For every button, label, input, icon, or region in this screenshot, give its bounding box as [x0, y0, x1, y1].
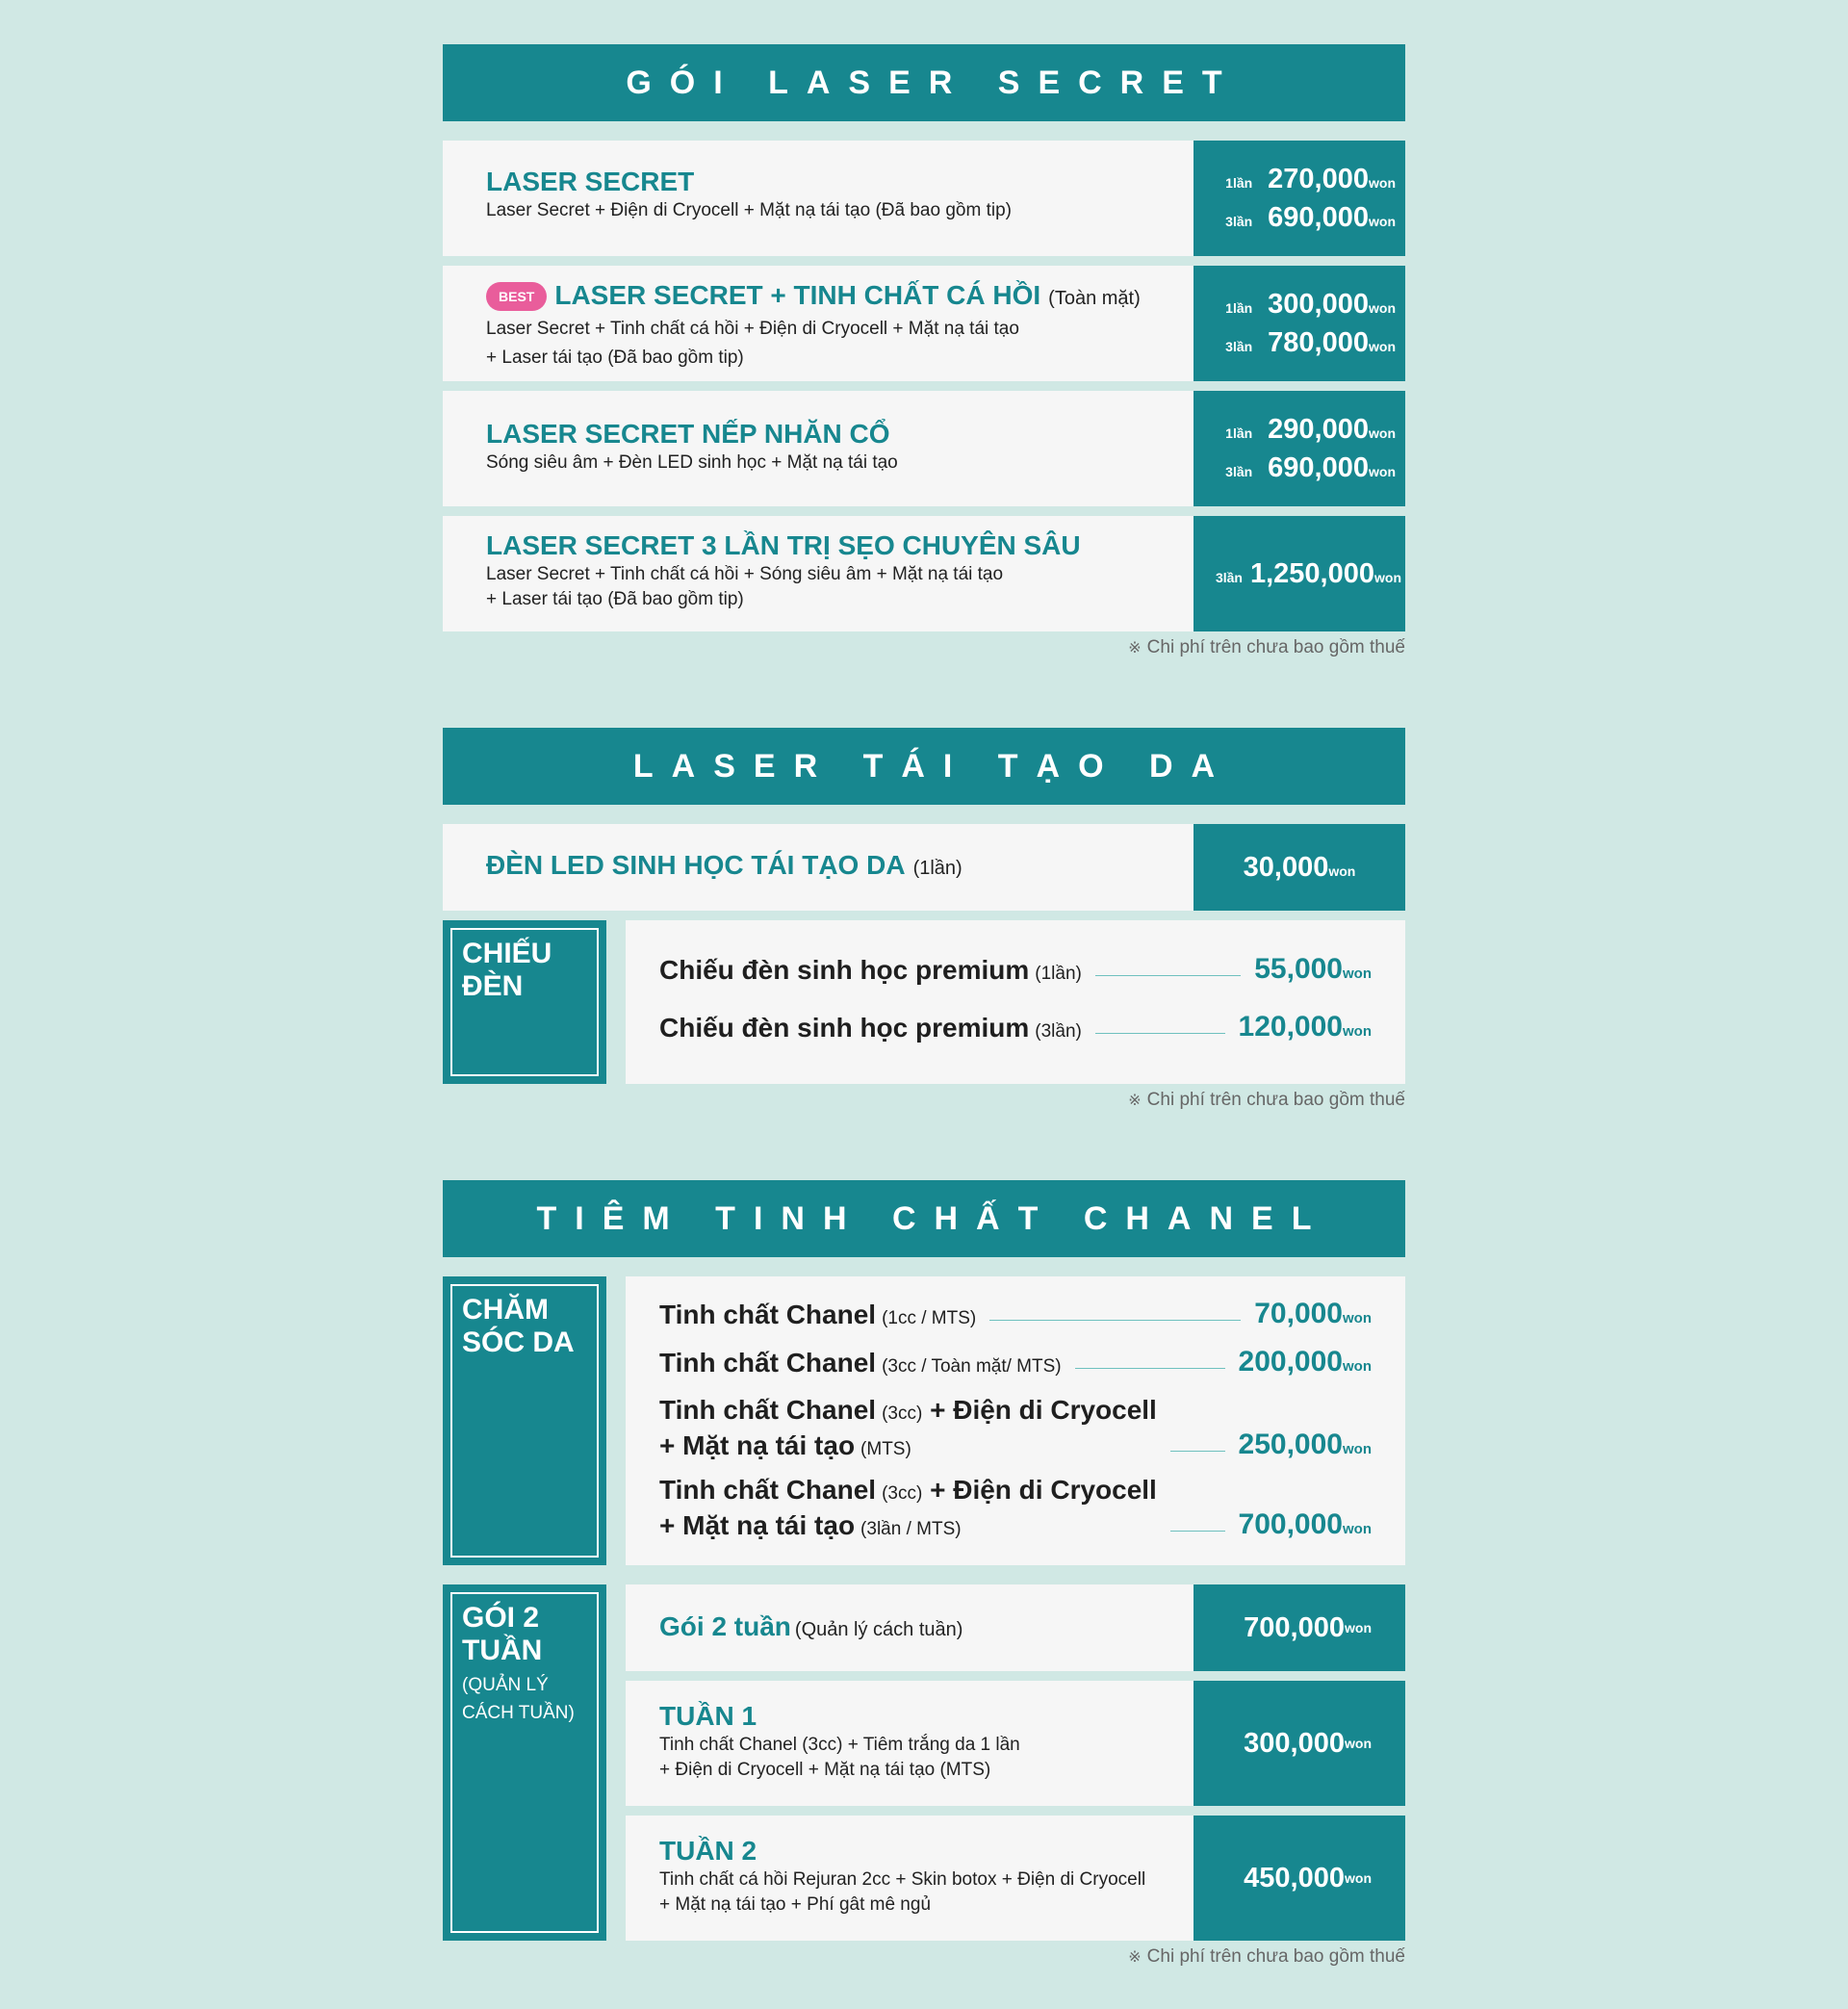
price-line	[1244, 848, 1356, 887]
price-item	[659, 953, 1372, 990]
package-detail: Sóng siêu âm + Đèn LED sinh học + Mặt nạ tái tạo	[486, 452, 898, 473]
item-label-line	[659, 954, 1082, 990]
price-unit: won	[1369, 214, 1396, 229]
package-description	[626, 1816, 1194, 1941]
package-detail: + Laser tái tạo (Đã bao gồm tip)	[486, 589, 744, 609]
item-label: + Điện di Cryocell	[930, 1395, 1157, 1425]
side-label-frame	[450, 1592, 599, 1933]
package-price	[1194, 1681, 1405, 1806]
side-label-frame	[450, 928, 599, 1076]
reference-mark-icon: ※	[1128, 1093, 1142, 1109]
price-amount: 290,000	[1268, 414, 1369, 445]
price-amount: 120,000	[1238, 1011, 1343, 1043]
side-label-skin-care	[443, 1276, 606, 1565]
price-unit: won	[1343, 1521, 1372, 1537]
price-item	[659, 1011, 1372, 1047]
item-label: + Mặt nạ tái tạo	[659, 1510, 856, 1540]
tax-note-text: Chi phí trên chưa bao gồm thuế	[1146, 1090, 1405, 1110]
item-price	[1254, 1298, 1372, 1334]
side-label-line: GÓI 2	[462, 1602, 540, 1634]
package-title: LASER SECRET + TINH CHẤT CÁ HỒI	[554, 280, 1041, 310]
item-label-block	[659, 1474, 1157, 1545]
price-amount: 450,000	[1244, 1862, 1345, 1893]
item-note: (1lần)	[1035, 964, 1082, 984]
price-unit: won	[1343, 966, 1372, 982]
price-unit: won	[1369, 300, 1396, 316]
package-row-laser-secret	[443, 141, 1405, 256]
price-amount: 200,000	[1238, 1346, 1343, 1378]
tax-note-text: Chi phí trên chưa bao gồm thuế	[1146, 637, 1405, 657]
package-title: ĐÈN LED SINH HỌC TÁI TẠO DA	[486, 850, 906, 880]
package-row-scar-treatment	[443, 516, 1405, 631]
price-line	[1225, 160, 1396, 198]
package-price	[1194, 141, 1405, 256]
price-amount: 700,000	[1244, 1611, 1345, 1643]
price-amount: 30,000	[1243, 852, 1329, 883]
session-count: 1lần	[1225, 300, 1253, 316]
leader-line	[1170, 1451, 1225, 1452]
price-item	[659, 1298, 1372, 1334]
package-price	[1194, 824, 1405, 911]
price-line	[1225, 285, 1396, 323]
best-badge: BEST	[486, 282, 547, 311]
package-description	[443, 824, 1194, 911]
item-label: Tinh chất Chanel	[659, 1475, 877, 1505]
price-amount: 250,000	[1238, 1429, 1343, 1460]
side-label-subtext	[462, 1671, 587, 1727]
item-label: Tinh chất Chanel	[659, 1395, 877, 1425]
price-item	[659, 1474, 1372, 1545]
price-line	[1225, 198, 1396, 237]
leader-line	[1170, 1531, 1225, 1532]
side-label-chieu-den	[443, 920, 606, 1084]
package-description	[443, 391, 1194, 506]
reference-mark-icon: ※	[1128, 640, 1142, 657]
item-label: + Mặt nạ tái tạo	[659, 1430, 856, 1460]
package-row-two-weeks	[626, 1584, 1405, 1671]
side-label-line: CHĂM	[462, 1294, 549, 1326]
package-detail: + Điện di Cryocell + Mặt nạ tái tạo (MTS)	[659, 1760, 991, 1780]
tax-note	[828, 1946, 1405, 1968]
side-label-line: CHIẾU	[462, 938, 552, 969]
price-unit: won	[1343, 1023, 1372, 1040]
package-price	[1194, 391, 1405, 506]
package-description	[626, 1681, 1194, 1806]
package-title: TUẦN 1	[659, 1701, 757, 1731]
price-amount: 300,000	[1268, 289, 1369, 320]
package-title-note: (Quản lý cách tuần)	[794, 1618, 963, 1640]
package-title-line	[486, 279, 1194, 315]
item-note: (3lần / MTS)	[860, 1519, 962, 1539]
item-note: (3cc / Toàn mặt/ MTS)	[882, 1356, 1062, 1377]
package-price	[1194, 1816, 1405, 1941]
price-amount: 690,000	[1268, 452, 1369, 483]
item-label-block	[659, 1394, 1157, 1465]
leader-line	[989, 1320, 1241, 1321]
price-unit: won	[1328, 863, 1356, 879]
price-item	[659, 1394, 1372, 1465]
package-price	[1194, 516, 1405, 631]
price-amount: 300,000	[1244, 1727, 1345, 1759]
package-row-laser-secret-salmon	[443, 266, 1405, 381]
side-label-two-week-package	[443, 1584, 606, 1941]
led-row	[443, 824, 1405, 911]
price-amount: 70,000	[1254, 1298, 1343, 1329]
chanel-panel	[626, 1276, 1405, 1565]
package-description	[626, 1584, 1194, 1671]
item-label: Tinh chất Chanel	[659, 1348, 877, 1378]
section-title: LASER TÁI TẠO DA	[632, 747, 1234, 785]
session-count: 3lần	[1225, 464, 1253, 479]
reference-mark-icon: ※	[1128, 1949, 1142, 1966]
package-detail: Laser Secret + Tinh chất cá hồi + Điện di Cryocell + Mặt nạ tái tạo	[486, 319, 1019, 339]
package-title: LASER SECRET	[486, 167, 695, 196]
item-label-line	[659, 1347, 1062, 1382]
side-label-line: TUẦN	[462, 1635, 543, 1666]
item-price	[1239, 1011, 1372, 1047]
package-title-line	[659, 1610, 962, 1646]
side-label-frame	[450, 1284, 599, 1558]
price-amount: 270,000	[1268, 164, 1369, 194]
package-detail: Tinh chất Chanel (3cc) + Tiêm trắng da 1 lần	[659, 1735, 1020, 1755]
leader-line	[1095, 975, 1241, 976]
package-detail: + Laser tái tạo (Đã bao gồm tip)	[486, 348, 744, 368]
price-amount: 700,000	[1238, 1508, 1343, 1540]
price-unit: won	[1343, 1310, 1372, 1326]
section-header-laser-tai-tao	[443, 728, 1405, 805]
item-note: (1cc / MTS)	[882, 1308, 977, 1328]
item-note: (3lần)	[1035, 1021, 1082, 1042]
package-row-neck-wrinkle	[443, 391, 1405, 506]
section-title: GÓI LASER SECRET	[626, 64, 1241, 101]
package-detail: Tinh chất cá hồi Rejuran 2cc + Skin botox + Điện di Cryocell	[659, 1869, 1146, 1890]
package-description	[443, 266, 1194, 381]
item-label: + Điện di Cryocell	[930, 1475, 1157, 1505]
item-label: Tinh chất Chanel	[659, 1300, 877, 1329]
price-unit: won	[1369, 175, 1396, 191]
price-unit: won	[1345, 1736, 1372, 1751]
package-detail: Laser Secret + Tinh chất cá hồi + Sóng siêu âm + Mặt nạ tái tạo	[486, 564, 1004, 584]
package-title: LASER SECRET 3 LẦN TRỊ SẸO CHUYÊN SÂU	[486, 530, 1081, 560]
tax-note	[828, 637, 1405, 658]
tax-note-text: Chi phí trên chưa bao gồm thuế	[1146, 1946, 1405, 1967]
price-unit: won	[1374, 570, 1401, 585]
package-row-week-1	[626, 1681, 1405, 1806]
price-unit: won	[1345, 1870, 1372, 1886]
item-label-line	[659, 1299, 976, 1334]
price-unit: won	[1343, 1441, 1372, 1457]
session-count: 3lần	[1215, 570, 1243, 585]
package-price	[1194, 266, 1405, 381]
side-label-line: ĐÈN	[462, 970, 524, 1002]
item-note: (3cc)	[882, 1404, 923, 1424]
light-therapy-panel	[626, 920, 1405, 1084]
item-note: (3cc)	[882, 1483, 923, 1504]
section-title: TIÊM TINH CHẤT CHANEL	[536, 1199, 1330, 1237]
item-price	[1254, 953, 1372, 990]
price-amount: 690,000	[1268, 202, 1369, 233]
leader-line	[1075, 1368, 1225, 1369]
item-label: Chiếu đèn sinh học premium	[659, 955, 1030, 985]
package-title-line	[486, 849, 1194, 885]
side-label-line: CÁCH TUẦN)	[462, 1703, 575, 1723]
side-label-line: (QUẢN LÝ	[462, 1675, 549, 1695]
price-line	[1225, 449, 1396, 487]
package-detail: + Mặt nạ tái tạo + Phí gât mê ngủ	[659, 1894, 932, 1915]
price-line	[1225, 323, 1396, 362]
item-label: Chiếu đèn sinh học premium	[659, 1013, 1030, 1043]
package-title: LASER SECRET NẾP NHĂN CỔ	[486, 419, 890, 449]
section-header-chanel	[443, 1180, 1405, 1257]
package-description	[443, 516, 1194, 631]
item-price	[1239, 1346, 1372, 1382]
item-label-line	[659, 1012, 1082, 1047]
session-count: 3lần	[1225, 214, 1253, 229]
item-price	[1239, 1429, 1372, 1465]
item-note: (MTS)	[860, 1439, 911, 1459]
price-unit: won	[1345, 1620, 1372, 1636]
tax-note	[828, 1090, 1405, 1111]
package-title: Gói 2 tuần	[659, 1610, 791, 1641]
price-item	[659, 1346, 1372, 1382]
session-count: 1lần	[1225, 175, 1253, 191]
price-unit: won	[1369, 464, 1396, 479]
package-price	[1194, 1584, 1405, 1671]
price-unit: won	[1343, 1358, 1372, 1375]
price-line	[1216, 554, 1401, 593]
price-amount: 780,000	[1268, 327, 1369, 358]
side-label-line: SÓC DA	[462, 1326, 575, 1358]
package-description	[443, 141, 1194, 256]
package-detail: Laser Secret + Điện di Cryocell + Mặt nạ tái tạo (Đã bao gồm tip)	[486, 200, 1012, 220]
price-unit: won	[1369, 339, 1396, 354]
package-row-week-2	[626, 1816, 1405, 1941]
package-title-note: (1lần)	[912, 858, 962, 879]
price-line	[1225, 410, 1396, 449]
session-count: 3lần	[1225, 339, 1253, 354]
price-amount: 55,000	[1254, 953, 1343, 985]
session-count: 1lần	[1225, 425, 1253, 441]
section-header-laser-secret	[443, 44, 1405, 121]
price-amount: 1,250,000	[1249, 558, 1374, 589]
package-title: TUẦN 2	[659, 1836, 757, 1866]
leader-line	[1095, 1033, 1225, 1034]
package-title-note: (Toàn mặt)	[1048, 288, 1141, 309]
price-unit: won	[1369, 425, 1396, 441]
item-price	[1239, 1508, 1372, 1545]
